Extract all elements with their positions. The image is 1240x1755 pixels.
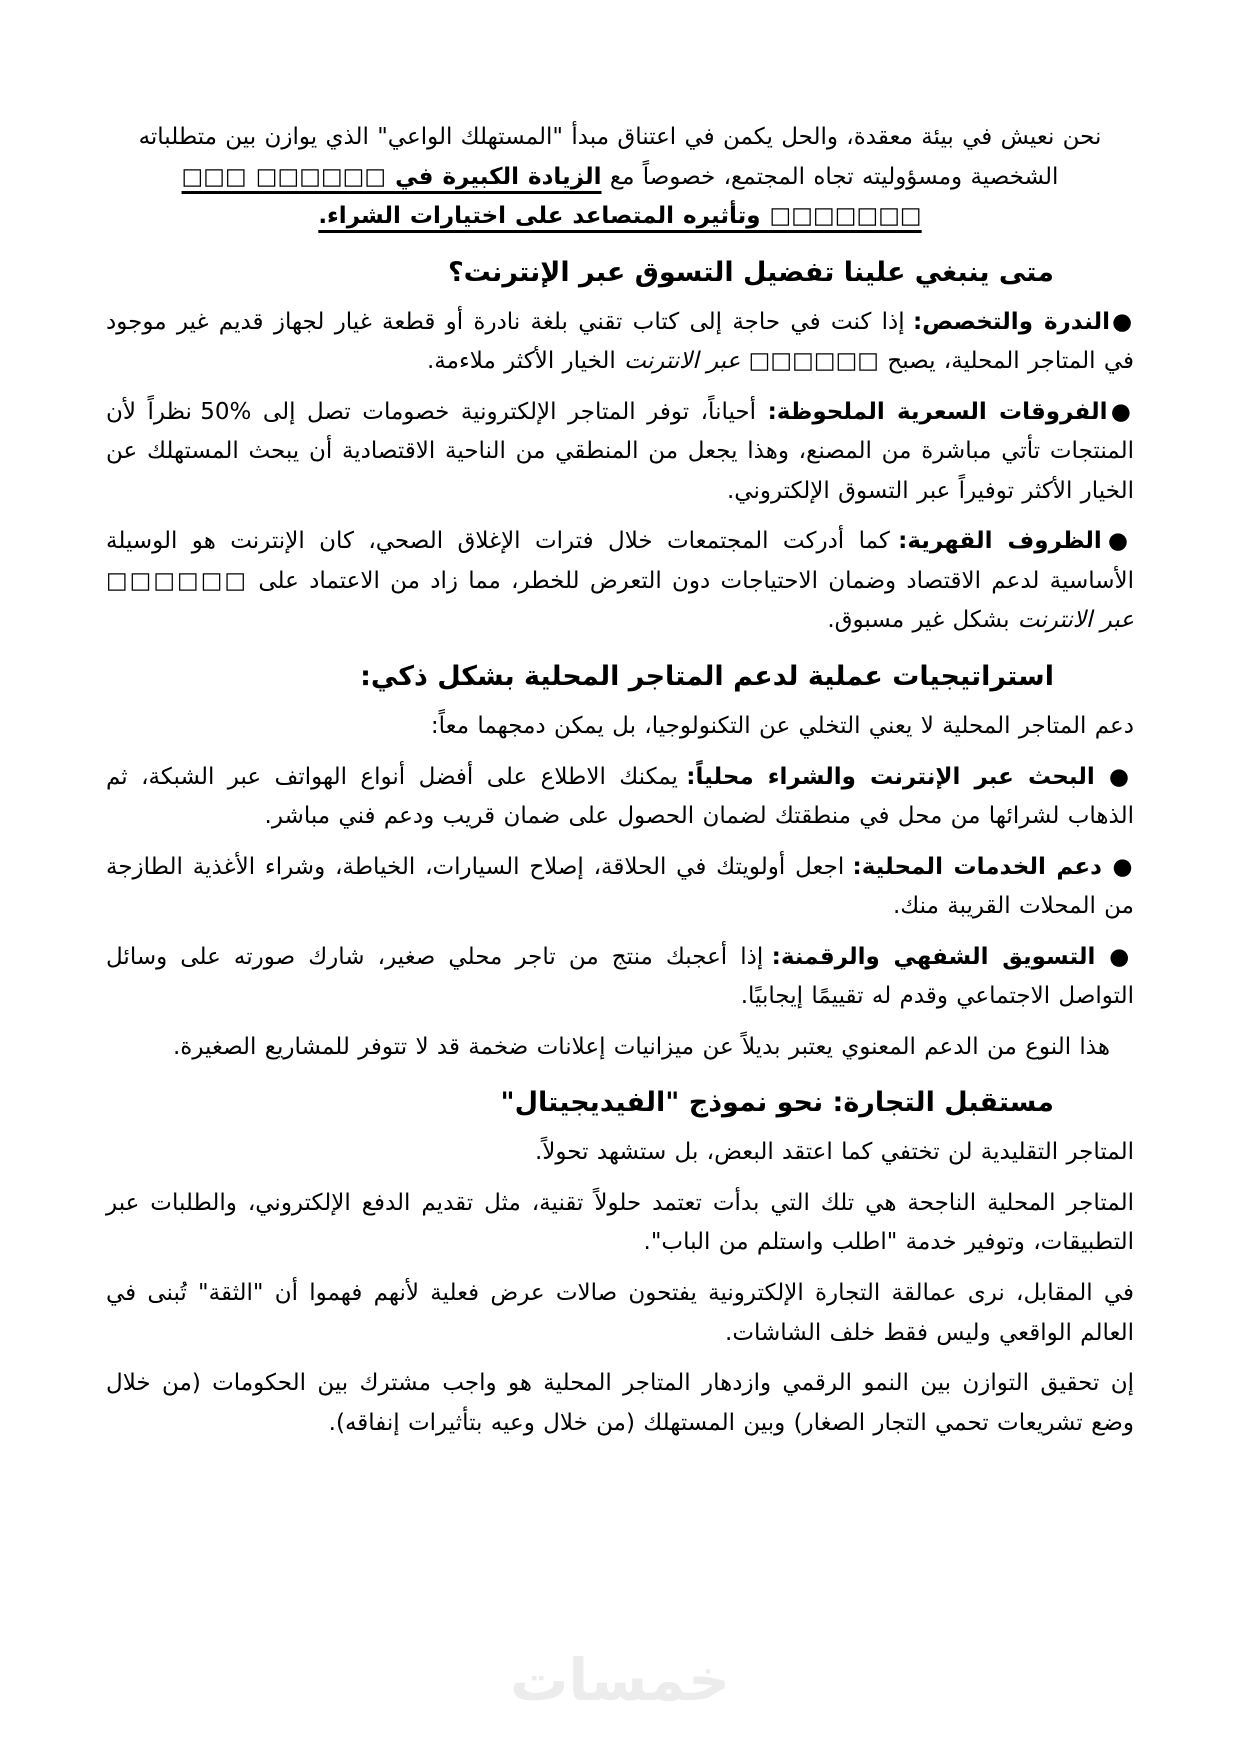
bullet-search-online-body: يمكنك الاطلاع على أفضل أنواع الهواتف عبر الشبكة، ثم الذهاب لشرائها من محل في منطقتك لضمان الحصول على ضمان قريب ودعم فني مباشر. xyxy=(106,763,1134,830)
bullet-search-online xyxy=(106,758,1134,837)
bullet-force-majeure xyxy=(106,522,1134,641)
bullet-local-services xyxy=(106,848,1134,927)
bullet-force-majeure-label: ●الظروف القهرية: xyxy=(898,528,1134,555)
intro-paragraph xyxy=(106,118,1134,237)
bullet-local-services-body: اجعل أولويتك في الحلاقة، إصلاح السيارات، الخياطة، وشراء الأغذية الطازجة من المحلات القريبة منك. xyxy=(106,853,1134,920)
bullet-force-majeure-italic: عبر الانترنت xyxy=(1017,607,1134,634)
future-balance-paragraph xyxy=(106,1364,1134,1443)
intro-emphasized-text: الزيادة الكبيرة في □□□□□□ □□□ □□□□□□□ وتأثيره المتصاعد على اختيارات الشراء. xyxy=(181,163,922,230)
heading-future: مستقبل التجارة: نحو نموذج "الفيديجيتال" xyxy=(500,1087,1054,1119)
future-balance-text: إن تحقيق التوازن بين النمو الرقمي وازدهار المتاجر المحلية هو واجب مشترك بين الحكومات (من خلال وضع تشريعات تحمي التجار الصغار) وبين المستهلك (من خلال وعيه بتأثيرات إنفاقه). xyxy=(106,1370,1134,1436)
heading-online-preference: متى ينبغي علينا تفضيل التسوق عبر الإنترنت؟ xyxy=(447,256,1054,288)
intro-lead-text: نحن نعيش في بيئة معقدة، والحل يكمن في اعتناق مبدأ "المستهلك الواعي" الذي يوازن بين متطلباته الشخصية ومسؤوليته تجاه المجتمع، خصوصاً مع xyxy=(138,124,1102,190)
bullet-scarcity-label: ●الندرة والتخصص: xyxy=(912,308,1134,335)
future-giants-text: في المقابل، نرى عمالقة التجارة الإلكترونية يفتحون صالات عرض فعلية لأنهم فهموا أن "الثقة" تُبنى في العالم الواقعي وليس فقط خلف الشاشات. xyxy=(106,1280,1134,1346)
bullet-word-of-mouth xyxy=(106,938,1134,1017)
moral-support-paragraph xyxy=(106,1028,1134,1068)
bullet-word-of-mouth-label: ● التسويق الشفهي والرقمنة: xyxy=(771,943,1134,970)
moral-support-text: هذا النوع من الدعم المعنوي يعتبر بديلاً عن ميزانيات إعلانات ضخمة قد لا تتوفر للمشاريع الصغيرة. xyxy=(172,1033,1110,1060)
bullet-scarcity-tail: الخيار الأكثر ملاءمة. xyxy=(426,348,625,375)
khamsat-watermark: خمسات xyxy=(510,1646,730,1714)
bullet-search-online-label: ● البحث عبر الإنترنت والشراء محلياً: xyxy=(686,763,1134,790)
future-successful-stores-paragraph xyxy=(106,1184,1134,1263)
bullet-local-services-label: ● دعم الخدمات المحلية: xyxy=(852,853,1134,880)
bullet-scarcity xyxy=(106,303,1134,382)
bullet-scarcity-italic: عبر الانترنت xyxy=(624,348,741,375)
strategies-lead-text: دعم المتاجر المحلية لا يعني التخلي عن التكنولوجيا، بل يمكن دمجهما معاً: xyxy=(430,713,1134,740)
heading-strategies: استراتيجيات عملية لدعم المتاجر المحلية بشكل ذكي: xyxy=(360,661,1054,693)
bullet-force-majeure-body: كما أدركت المجتمعات خلال فترات الإغلاق الصحي، كان الإنترنت هو الوسيلة الأساسية لدعم الاقتصاد وضمان الاحتياجات دون التعرض للخطر، مما زاد من الاعتماد على □□□□□□ xyxy=(106,528,1134,594)
bullet-price-label: ●الفروقات السعرية الملحوظة: xyxy=(767,398,1134,425)
future-transformation-text: المتاجر التقليدية لن تختفي كما اعتقد البعض، بل ستشهد تحولاً. xyxy=(534,1139,1134,1166)
strategies-lead-paragraph xyxy=(106,707,1134,747)
bullet-word-of-mouth-body: إذا أعجبك منتج من تاجر محلي صغير، شارك صورته على وسائل التواصل الاجتماعي وقدم له تقييمًا إيجابيًا. xyxy=(106,943,1134,1010)
bullet-scarcity-body: إذا كنت في حاجة إلى كتاب تقني بلغة نادرة أو قطعة غيار لجهاز قديم غير موجود في المتاجر المحلية، يصبح □□□□□□ xyxy=(106,308,1134,375)
bullet-force-majeure-tail: بشكل غير مسبوق. xyxy=(827,607,1018,634)
future-transformation-paragraph xyxy=(106,1133,1134,1173)
future-successful-stores-text: المتاجر المحلية الناجحة هي تلك التي بدأت تعتمد حلولاً تقنية، مثل تقديم الدفع الإلكتروني، والطلبات عبر التطبيقات، وتوفير خدمة "اطلب واستلم من الباب". xyxy=(106,1189,1134,1256)
bullet-price xyxy=(106,393,1134,512)
bullet-price-body: أحياناً، توفر المتاجر الإلكترونية خصومات تصل إلى %50 نظراً لأن المنتجات تأتي مباشرة من المصنع، وهذا يجعل من المنطقي من الناحية الاقتصادية أن يبحث المستهلك عن الخيار الأكثر توفيراً عبر التسوق الإلكتروني. xyxy=(106,398,1134,504)
future-giants-paragraph xyxy=(106,1274,1134,1353)
